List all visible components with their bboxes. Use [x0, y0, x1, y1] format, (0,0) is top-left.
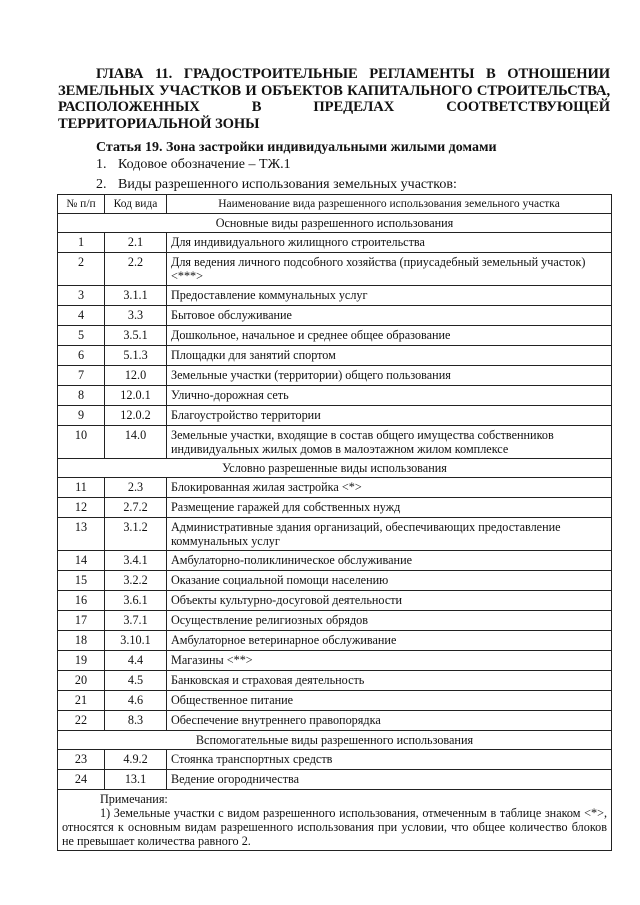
- row-name: Земельные участки, входящие в состав общего имущества собственников индивидуальных жилых домов в малоэтажном жилом комплексе: [167, 426, 612, 459]
- table-row: [58, 386, 612, 406]
- table-body: [58, 214, 612, 790]
- table-row: [58, 346, 612, 366]
- article-title: Статья 19. Зона застройки индивидуальными жилыми домами: [96, 140, 497, 155]
- row-number: 14: [58, 551, 105, 571]
- row-name: Амбулаторно-поликлиническое обслуживание: [167, 551, 612, 571]
- row-name: Предоставление коммунальных услуг: [167, 286, 612, 306]
- table-row: [58, 631, 612, 651]
- header-name: Наименование вида разрешенного использования земельного участка: [167, 195, 612, 214]
- row-number: 3: [58, 286, 105, 306]
- chapter-title: ГЛАВА 11. ГРАДОСТРОИТЕЛЬНЫЕ РЕГЛАМЕНТЫ В ОТНОШЕНИИ ЗЕМЕЛЬНЫХ УЧАСТКОВ И ОБЪЕКТОВ КАПИТАЛЬНОГО СТРОИТЕЛЬСТВА, РАСПОЛОЖЕННЫХ В ПРЕДЕЛАХ СООТВЕТСТВУЮЩЕЙ ТЕРРИТОРИАЛЬНОЙ ЗОНЫ: [58, 66, 610, 132]
- table-row: [58, 750, 612, 770]
- row-number: 23: [58, 750, 105, 770]
- table-row: [58, 711, 612, 731]
- row-name: Земельные участки (территории) общего пользования: [167, 366, 612, 386]
- row-number: 24: [58, 770, 105, 790]
- row-name: Ведение огородничества: [167, 770, 612, 790]
- row-name: Оказание социальной помощи населению: [167, 571, 612, 591]
- row-code: 5.1.3: [105, 346, 167, 366]
- table-row: [58, 691, 612, 711]
- list-item-number: 1.: [96, 157, 107, 172]
- row-code: 3.5.1: [105, 326, 167, 346]
- notes-row: [58, 790, 612, 851]
- section-header-row: [58, 214, 612, 233]
- table-row: [58, 406, 612, 426]
- row-number: 17: [58, 611, 105, 631]
- row-name: Блокированная жилая застройка <*>: [167, 478, 612, 498]
- row-name: Благоустройство территории: [167, 406, 612, 426]
- row-name: Стоянка транспортных средств: [167, 750, 612, 770]
- row-name: Для ведения личного подсобного хозяйства (приусадебный земельный участок) <***>: [167, 253, 612, 286]
- row-name: Улично-дорожная сеть: [167, 386, 612, 406]
- list-item-number: 2.: [96, 177, 107, 192]
- table-row: [58, 286, 612, 306]
- section-title: Основные виды разрешенного использования: [58, 214, 612, 233]
- row-number: 18: [58, 631, 105, 651]
- table-row: [58, 306, 612, 326]
- section-title: Вспомогательные виды разрешенного использования: [58, 731, 612, 750]
- usage-types-table: [57, 194, 612, 851]
- table-row: [58, 671, 612, 691]
- notes-title: Примечания:: [100, 792, 168, 806]
- notes-cell: [58, 790, 612, 851]
- row-code: 3.1.1: [105, 286, 167, 306]
- row-number: 9: [58, 406, 105, 426]
- row-name: Общественное питание: [167, 691, 612, 711]
- row-code: 3.6.1: [105, 591, 167, 611]
- row-number: 16: [58, 591, 105, 611]
- table-row: [58, 478, 612, 498]
- row-code: 8.3: [105, 711, 167, 731]
- row-code: 4.6: [105, 691, 167, 711]
- row-code: 2.1: [105, 233, 167, 253]
- section-header-row: [58, 731, 612, 750]
- row-code: 3.1.2: [105, 518, 167, 551]
- header-code: Код вида: [105, 195, 167, 214]
- row-number: 10: [58, 426, 105, 459]
- row-code: 13.1: [105, 770, 167, 790]
- row-name: Для индивидуального жилищного строительства: [167, 233, 612, 253]
- row-number: 2: [58, 253, 105, 286]
- row-code: 12.0.2: [105, 406, 167, 426]
- row-name: Амбулаторное ветеринарное обслуживание: [167, 631, 612, 651]
- notes-text: 1) Земельные участки с видом разрешенного использования, отмеченным в таблице знаком <*>, относятся к основным видам разрешенного использования при условии, что общее количество блоков не превышает количества равного 2.: [62, 806, 607, 848]
- row-name: Банковская и страховая деятельность: [167, 671, 612, 691]
- table-row: [58, 611, 612, 631]
- row-code: 12.0: [105, 366, 167, 386]
- row-code: 2.3: [105, 478, 167, 498]
- row-code: 12.0.1: [105, 386, 167, 406]
- row-number: 7: [58, 366, 105, 386]
- row-name: Обеспечение внутреннего правопорядка: [167, 711, 612, 731]
- table-row: [58, 518, 612, 551]
- row-number: 12: [58, 498, 105, 518]
- row-name: Площадки для занятий спортом: [167, 346, 612, 366]
- row-code: 3.7.1: [105, 611, 167, 631]
- row-number: 19: [58, 651, 105, 671]
- table-row: [58, 571, 612, 591]
- row-number: 1: [58, 233, 105, 253]
- table-row: [58, 591, 612, 611]
- row-number: 6: [58, 346, 105, 366]
- row-name: Дошкольное, начальное и среднее общее образование: [167, 326, 612, 346]
- table-row: [58, 233, 612, 253]
- table-row: [58, 253, 612, 286]
- list-item-text: Виды разрешенного использования земельных участков:: [118, 177, 457, 192]
- row-number: 15: [58, 571, 105, 591]
- list-item-text: Кодовое обозначение – ТЖ.1: [118, 157, 291, 172]
- row-name: Осуществление религиозных обрядов: [167, 611, 612, 631]
- row-number: 8: [58, 386, 105, 406]
- list-item-usage-types: [96, 177, 457, 193]
- row-number: 5: [58, 326, 105, 346]
- row-code: 4.9.2: [105, 750, 167, 770]
- row-number: 20: [58, 671, 105, 691]
- row-name: Магазины <**>: [167, 651, 612, 671]
- row-code: 3.3: [105, 306, 167, 326]
- row-name: Бытовое обслуживание: [167, 306, 612, 326]
- row-code: 2.2: [105, 253, 167, 286]
- row-code: 4.5: [105, 671, 167, 691]
- list-item-code: [96, 157, 291, 173]
- table-header-row: [58, 195, 612, 214]
- row-number: 22: [58, 711, 105, 731]
- row-code: 2.7.2: [105, 498, 167, 518]
- row-name: Административные здания организаций, обеспечивающих предоставление коммунальных услуг: [167, 518, 612, 551]
- row-number: 11: [58, 478, 105, 498]
- header-number: № п/п: [58, 195, 105, 214]
- table-row: [58, 426, 612, 459]
- row-number: 13: [58, 518, 105, 551]
- table-row: [58, 770, 612, 790]
- table-row: [58, 366, 612, 386]
- table-row: [58, 551, 612, 571]
- table-row: [58, 326, 612, 346]
- section-title: Условно разрешенные виды использования: [58, 459, 612, 478]
- row-number: 21: [58, 691, 105, 711]
- row-number: 4: [58, 306, 105, 326]
- table-row: [58, 651, 612, 671]
- row-code: 4.4: [105, 651, 167, 671]
- row-name: Объекты культурно-досуговой деятельности: [167, 591, 612, 611]
- table-row: [58, 498, 612, 518]
- row-code: 3.4.1: [105, 551, 167, 571]
- row-code: 3.2.2: [105, 571, 167, 591]
- row-name: Размещение гаражей для собственных нужд: [167, 498, 612, 518]
- row-code: 14.0: [105, 426, 167, 459]
- section-header-row: [58, 459, 612, 478]
- row-code: 3.10.1: [105, 631, 167, 651]
